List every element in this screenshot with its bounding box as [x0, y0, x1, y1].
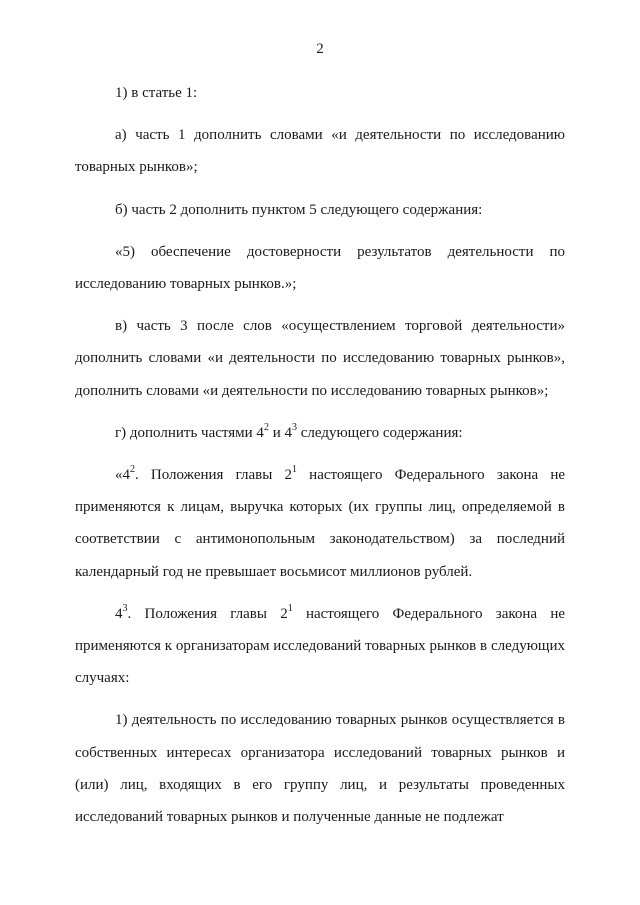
text-run: настоящего Федерального закона не применяются к организаторам исследований товарных рынков в следующих случаях:	[75, 605, 566, 687]
superscript: 1	[287, 602, 293, 614]
text-run: и 4	[268, 424, 292, 441]
text-run: г) дополнить частями 4	[115, 424, 264, 441]
text-run: 4	[115, 605, 123, 622]
superscript: 3	[122, 602, 128, 614]
superscript: 1	[292, 464, 297, 476]
text-run: . Положения главы 2	[135, 467, 292, 484]
paragraph-part-4-2	[75, 459, 565, 588]
superscript: 2	[130, 464, 135, 476]
text-run: настоящего Федерального закона не применяются к лицам, выручка которых (их группы лиц, определяемой в соответствии с антимонопольным законодательством) за последний календарный год не превышает восьмисот миллионов рублей.	[75, 467, 565, 580]
paragraph-part-4-3	[75, 598, 565, 695]
document-body	[75, 77, 565, 833]
paragraph-case-1: 1) деятельность по исследованию товарных рынков осуществляется в собственных интересах организатора исследований товарных рынков и (или) лиц, входящих в его группу лиц, и результаты проведенных исследований товарных рынков и полученные данные не подлежат	[75, 712, 565, 826]
superscript: 3	[291, 421, 297, 433]
paragraph-item-v: в) часть 3 после слов «осуществлением торговой деятельности» дополнить словами «и деятельности по исследованию товарных рынков», дополнить словами «и деятельности по исследованию товарных рынков»;	[75, 318, 565, 399]
paragraph-article-1: 1) в статье 1:	[115, 85, 198, 101]
text-run: следующего содержания:	[296, 424, 463, 441]
text-run: . Положения главы 2	[127, 605, 288, 622]
paragraph-item-b: б) часть 2 дополнить пунктом 5 следующего содержания:	[115, 201, 483, 218]
paragraph-item-g	[75, 417, 565, 449]
paragraph-item-a: а) часть 1 дополнить словами «и деятельности по исследованию товарных рынков»;	[75, 127, 565, 176]
paragraph-point-5: «5) обеспечение достоверности результатов деятельности по исследованию товарных рынков.»;	[75, 243, 565, 293]
superscript: 2	[263, 421, 269, 433]
text-run: «4	[115, 467, 130, 484]
page-number: 2	[316, 41, 324, 57]
